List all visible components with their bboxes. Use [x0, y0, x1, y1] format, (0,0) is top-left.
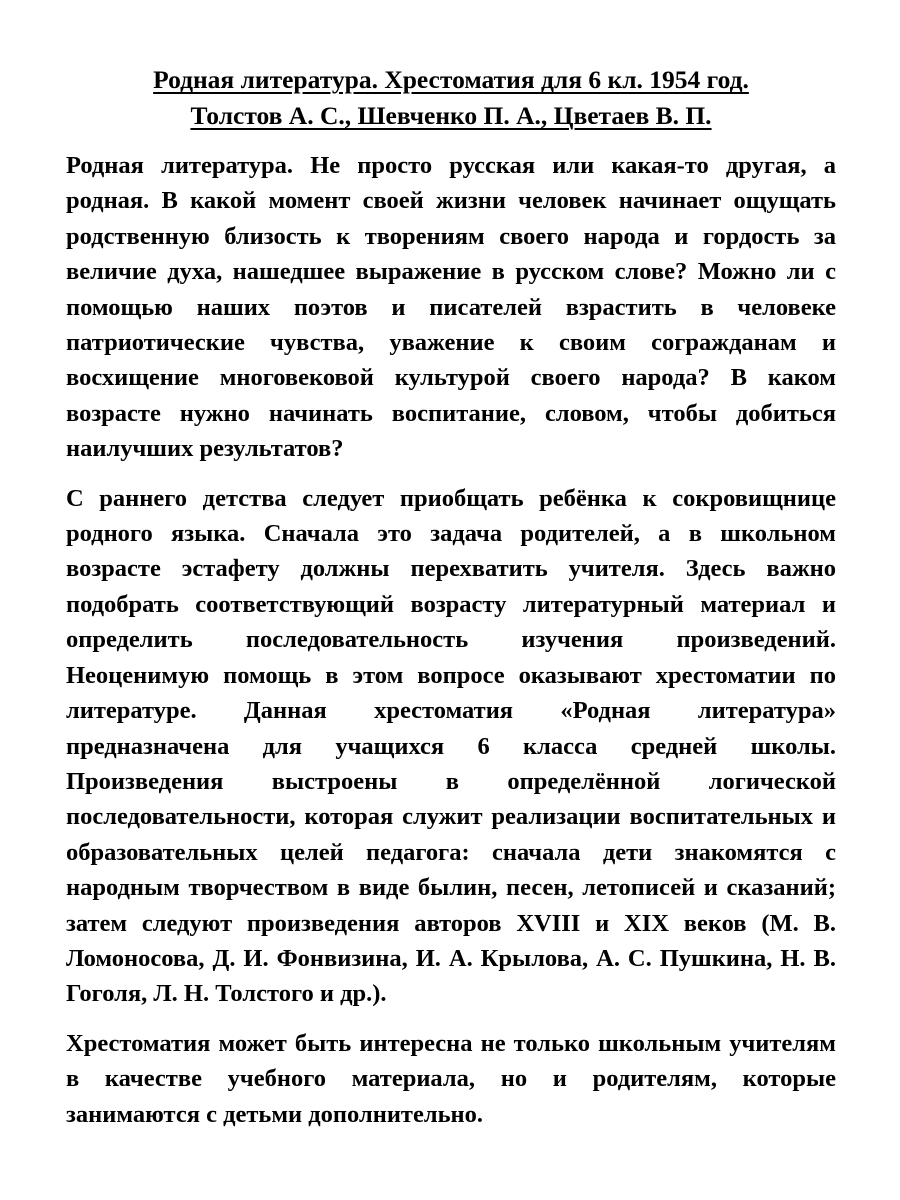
paragraph-conclusion: Хрестоматия может быть интересна не только школьным учителям в качестве учебного материала, но и родителям, которые занимаются с детьми дополнительно. — [66, 1029, 836, 1128]
document-body — [66, 148, 836, 1132]
paragraph-description: С раннего детства следует приобщать ребёнка к сокровищнице родного языка. Сначала это задача родителей, а в школьном возрасте эстафету должны перехватить учителя. Здесь важно подобрать соответствующий возрасту литературный материал и определить последовательность изучения произведений. Неоценимую помощь в этом вопросе оказывают хрестоматии по литературе. Данная хрестоматия «Родная литература» предназначена для учащихся 6 класса средней школы. Произведения выстроены в определённой логической последовательности, которая служит реализации воспитательных и образовательных целей педагога: сначала дети знакомятся с народным творчеством в виде былин, песен, летописей и сказаний; затем следуют произведения авторов XVIII и XIX веков (М. В. Ломоносова, Д. И. Фонвизина, И. А. Крылова, А. С. Пушкина, Н. В. Гоголя, Л. Н. Толстого и др.). — [66, 484, 836, 1008]
paragraph-intro: Родная литература. Не просто русская или какая-то другая, а родная. В какой момент своей жизни человек начинает ощущать родственную близость к творениям своего народа и гордость за величие духа, нашедшее выражение в русском слове? Можно ли с помощью наших поэтов и писателей взрастить в человеке патриотические чувства, уважение к своим согражданам и восхищение многовековой культурой своего народа? В каком возрасте нужно начинать воспитание, словом, чтобы добиться наилучших результатов? — [66, 152, 836, 463]
document-title — [66, 62, 836, 134]
title-line-authors: Толстов А. С., Шевченко П. А., Цветаев В. П. — [190, 101, 712, 130]
title-line-book: Родная литература. Хрестоматия для 6 кл. 1954 год. — [153, 65, 749, 94]
